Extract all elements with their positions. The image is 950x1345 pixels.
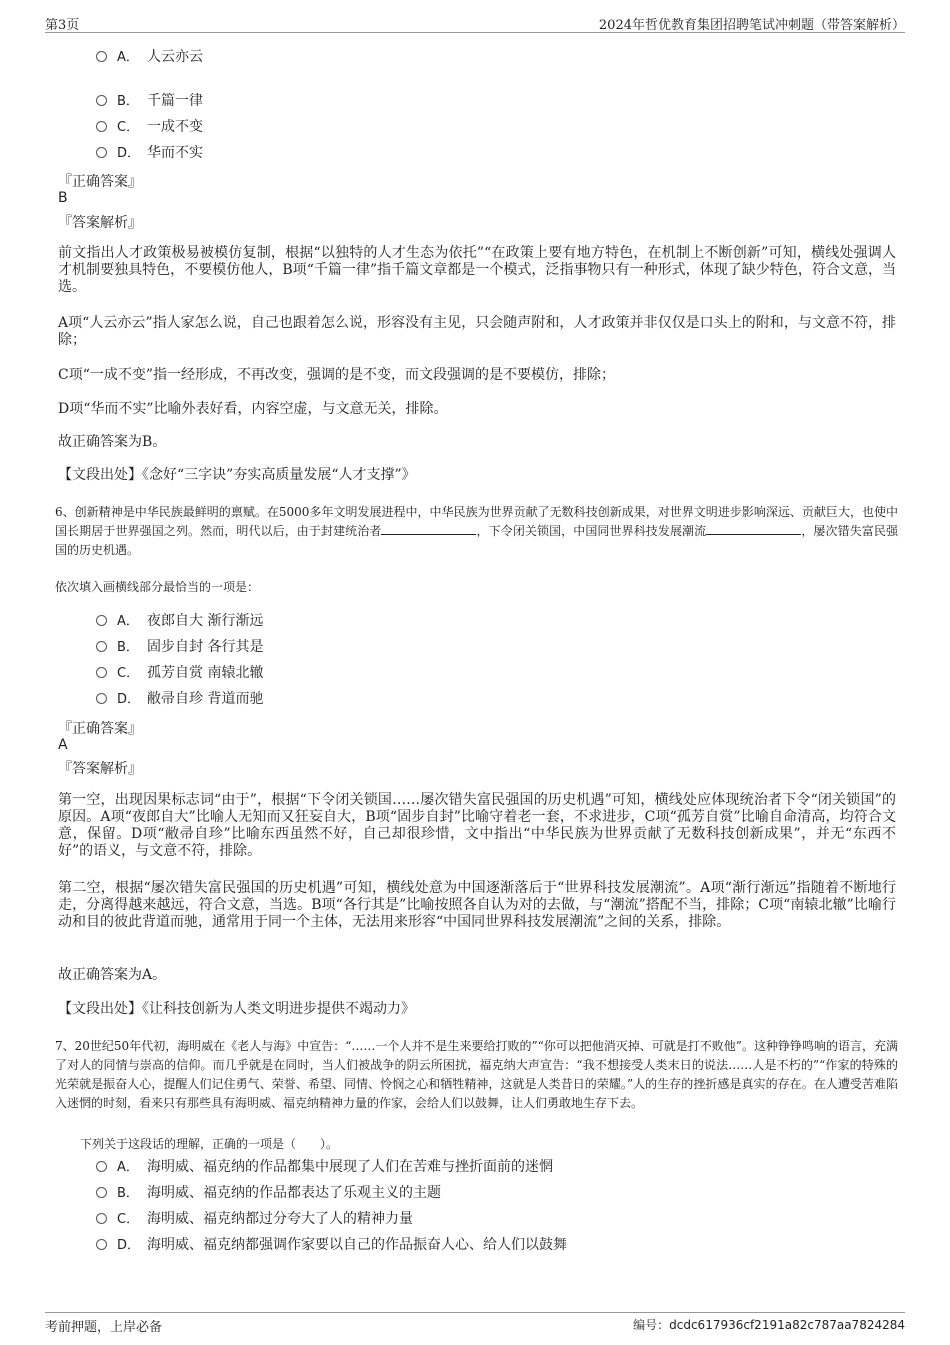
radio-icon[interactable] — [96, 1213, 107, 1224]
q6-option-a[interactable]: A． 夜郎自大 渐行渐远 — [96, 611, 263, 631]
q5-correct-label: 『正确答案』 — [58, 174, 142, 190]
q6-analysis-p1: 第一空，出现因果标志词“由于”，根据“下令闭关锁国……屡次错失富民强国的历史机遇”可知，横线处应体现统治者下令“闭关锁国”的原因。A项“夜郎自大”比喻人无知而又狂妄自大，B项“固步自封”比喻守着老一套，不求进步，C项“孤芳自赏”比喻自命清高，均符合文意，保留。D项“敝帚自珍”比喻东西虽然不好，自己却很珍惜，文中指出“中华民族为世界贡献了无数科技创新成果”，并无“东西不好”的语义，与文意不符，排除。 — [58, 792, 896, 859]
q5-analysis-p1: 前文指出人才政策极易被模仿复制，根据“以独特的人才生态为依托”“在政策上要有地方特色，在机制上不断创新”可知，横线处强调人才机制要独具特色，不要模仿他人，B项“千篇一律”指千篇文章都是一个模式，泛指事物只有一种形式，体现了缺少特色，符合文意，当选。 — [58, 245, 896, 295]
q5-option-d[interactable]: D． 华而不实 — [96, 143, 203, 163]
radio-icon[interactable] — [96, 51, 107, 62]
q5-analysis-p2: A项“人云亦云”指人家怎么说，自己也跟着怎么说，形容没有主见，只会随声附和，人才政策并非仅仅是口头上的附和，与文意不符，排除； — [58, 315, 896, 348]
q5-analysis-p3: C项“一成不变”指一经形成，不再改变，强调的是不变，而文段强调的是不要模仿，排除； — [58, 367, 616, 383]
q5-option-c[interactable]: C． 一成不变 — [96, 117, 203, 137]
radio-icon[interactable] — [96, 615, 107, 626]
q7-prompt: 下列关于这段话的理解，正确的一项是（ ）。 — [80, 1137, 339, 1151]
radio-icon[interactable] — [96, 1187, 107, 1198]
q7-option-b[interactable]: B． 海明威、福克纳的作品都表达了乐观主义的主题 — [96, 1183, 441, 1203]
q5-analysis-p5: 故正确答案为B。 — [58, 434, 167, 450]
q6-option-d[interactable]: D． 敝帚自珍 背道而驰 — [96, 689, 263, 709]
q6-answer: A — [58, 737, 68, 753]
document-code: 编号：dcdc617936cf2191a82c787aa7824284 — [633, 1318, 905, 1332]
radio-icon[interactable] — [96, 1161, 107, 1172]
q7-stem: 7、20世纪50年代初，海明威在《老人与海》中宣告：“……一个人并不是生来要给打败的”“你可以把他消灭掉、可就是打不败他”。这种铮铮鸣响的语言，充满了对人的同情与崇高的信仰。而几乎就是在同时，当人们被战争的阴云所困扰，福克纳大声宣告：“我不想接受人类末日的说法……人是不朽的”“作家的特殊的光荣就是振奋人心，提醒人们记住勇气、荣誉、希望、同情、怜悯之心和牺牲精神，这就是人类昔日的荣耀。”人的生存的挫折感是真实的存在。在人遭受苦难陷入迷惘的时刻，看来只有那些具有海明威、福克纳精神力量的作家，会给人们以鼓舞，让人们勇敢地生存下去。 — [55, 1039, 898, 1110]
q6-analysis-p2: 第二空，根据“屡次错失富民强国的历史机遇”可知，横线处意为中国逐渐落后于“世界科技发展潮流”。A项“渐行渐远”指随着不断地行走，分离得越来越远，符合文意，当选。B项“各行其是”比喻按照各自认为对的去做，与“潮流”搭配不当，排除；C项“南辕北辙”比喻行动和目的彼此背道而驰，通常用于同一个主体，无法用来形容“中国同世界科技发展潮流”之间的关系，排除。 — [58, 880, 896, 930]
blank-line — [381, 522, 476, 535]
radio-icon[interactable] — [96, 641, 107, 652]
q6-analysis-p3: 故正确答案为A。 — [58, 967, 167, 983]
q7-option-c[interactable]: C． 海明威、福克纳都过分夸大了人的精神力量 — [96, 1209, 413, 1229]
document-title: 2024年哲优教育集团招聘笔试冲刺题（带答案解析） — [598, 18, 905, 33]
q5-option-b[interactable]: B． 千篇一律 — [96, 91, 203, 111]
radio-icon[interactable] — [96, 147, 107, 158]
q6-option-c[interactable]: C． 孤芳自赏 南辕北辙 — [96, 663, 263, 683]
q6-prompt: 依次填入画横线部分最恰当的一项是： — [55, 580, 260, 594]
footer-slogan: 考前押题，上岸必备 — [45, 1320, 163, 1335]
q6-source: 【文段出处】《让科技创新为人类文明进步提供不竭动力》 — [58, 1001, 415, 1017]
q5-answer: B — [58, 190, 68, 206]
radio-icon[interactable] — [96, 1239, 107, 1250]
blank-line — [706, 522, 801, 535]
page-footer — [45, 1312, 905, 1335]
radio-icon[interactable] — [96, 693, 107, 704]
q6-stem: 6、创新精神是中华民族最鲜明的禀赋。在5000多年文明发展进程中，中华民族为世界贡献了无数科技创新成果，对世界文明进步影响深远、贡献巨大，也使中国长期居于世界强国之列。然而，明代以后，由于封建统治者 ，下令闭关锁国，中国同世界科技发展潮流 ，屡次错失富民强国的历史机遇。 — [55, 505, 898, 557]
q6-correct-label: 『正确答案』 — [58, 721, 142, 737]
q7-option-a[interactable]: A． 海明威、福克纳的作品都集中展现了人们在苦难与挫折面前的迷惘 — [96, 1157, 553, 1177]
radio-icon[interactable] — [96, 95, 107, 106]
radio-icon[interactable] — [96, 121, 107, 132]
radio-icon[interactable] — [96, 667, 107, 678]
q6-option-b[interactable]: B． 固步自封 各行其是 — [96, 637, 263, 657]
page-header — [45, 14, 905, 33]
q7-option-d[interactable]: D． 海明威、福克纳都强调作家要以自己的作品振奋人心、给人们以鼓舞 — [96, 1235, 567, 1255]
q5-option-a[interactable]: A． 人云亦云 — [96, 47, 203, 67]
page-number: 第3页 — [45, 18, 80, 33]
q5-source: 【文段出处】《念好“三字诀”夯实高质量发展“人才支撑”》 — [58, 467, 416, 483]
q5-analysis-label: 『答案解析』 — [58, 215, 142, 231]
q5-analysis-p4: D项“华而不实”比喻外表好看，内容空虚，与文意无关，排除。 — [58, 401, 448, 417]
q6-analysis-label: 『答案解析』 — [58, 761, 142, 777]
